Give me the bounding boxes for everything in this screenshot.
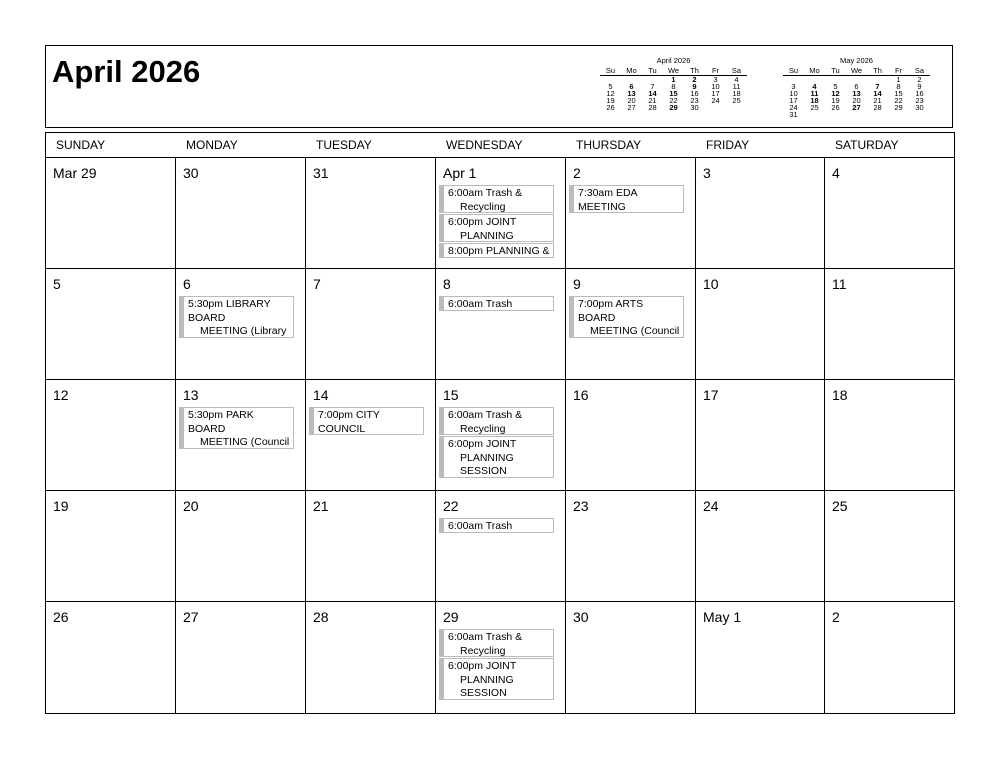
day-number: 31 bbox=[313, 165, 329, 181]
event-title-line: 6:00am Trash & bbox=[448, 631, 523, 643]
calendar-event[interactable] bbox=[439, 658, 554, 700]
mini-weekday-label: Su bbox=[600, 66, 621, 76]
day-cell[interactable] bbox=[825, 158, 954, 268]
mini-calendar-day[interactable]: 15 bbox=[894, 89, 903, 98]
day-number: 26 bbox=[53, 609, 69, 625]
mini-calendar-week bbox=[783, 104, 930, 111]
mini-calendar-day[interactable]: 22 bbox=[669, 96, 678, 105]
mini-calendar-week bbox=[600, 104, 747, 111]
event-detail-line: MEETING (Council bbox=[590, 325, 680, 337]
day-number: 30 bbox=[573, 609, 589, 625]
mini-calendar-day[interactable]: 11 bbox=[810, 89, 819, 98]
mini-calendar-day[interactable]: 9 bbox=[692, 82, 697, 91]
day-number: 6 bbox=[183, 276, 191, 292]
mini-calendar-day[interactable]: 25 bbox=[810, 103, 819, 112]
mini-calendar-day[interactable]: 16 bbox=[690, 89, 699, 98]
day-cell[interactable] bbox=[825, 602, 954, 713]
day-number: Mar 29 bbox=[53, 165, 97, 181]
mini-calendar-day[interactable]: 18 bbox=[732, 89, 741, 98]
mini-calendar-day[interactable]: 29 bbox=[894, 103, 903, 112]
mini-calendar-day[interactable] bbox=[888, 111, 909, 118]
mini-calendar-day[interactable]: 14 bbox=[873, 89, 882, 98]
calendar-event[interactable] bbox=[439, 436, 554, 478]
day-number: 3 bbox=[703, 165, 711, 181]
month-grid bbox=[45, 132, 955, 714]
mini-weekday-label: Tu bbox=[825, 66, 846, 76]
day-cell[interactable] bbox=[566, 602, 696, 713]
calendar-event[interactable] bbox=[439, 185, 554, 213]
day-cell[interactable] bbox=[46, 380, 176, 490]
day-cell[interactable] bbox=[176, 269, 306, 379]
mini-calendar-day[interactable]: 18 bbox=[810, 96, 819, 105]
day-number: 4 bbox=[832, 165, 840, 181]
week-row bbox=[46, 380, 954, 491]
week-row bbox=[46, 158, 954, 269]
mini-calendar-day[interactable]: 22 bbox=[894, 96, 903, 105]
mini-calendar-day[interactable]: 7 bbox=[650, 82, 655, 91]
mini-calendar-table bbox=[600, 66, 747, 111]
mini-calendar-day[interactable]: 12 bbox=[606, 89, 615, 98]
mini-calendar-day[interactable]: 4 bbox=[812, 82, 817, 91]
mini-weekday-label: We bbox=[846, 66, 867, 76]
day-number: 5 bbox=[53, 276, 61, 292]
mini-calendar-day[interactable]: 27 bbox=[627, 103, 636, 112]
day-cell[interactable] bbox=[825, 491, 954, 601]
day-cell[interactable] bbox=[436, 491, 566, 601]
event-title-line: 6:00pm JOINT bbox=[448, 216, 517, 228]
weekday-label: MONDAY bbox=[186, 138, 238, 152]
mini-calendar-day[interactable] bbox=[705, 104, 726, 111]
event-title-line: 6:00am Trash bbox=[448, 520, 513, 532]
day-number: 20 bbox=[183, 498, 199, 514]
mini-calendar-title: April 2026 bbox=[656, 56, 691, 65]
event-title-line: 6:00am Trash & bbox=[448, 187, 523, 199]
event-title-line: 5:30pm LIBRARY BOARD bbox=[188, 298, 271, 324]
day-number: 23 bbox=[573, 498, 589, 514]
mini-calendar-day[interactable]: 14 bbox=[648, 89, 657, 98]
day-cell[interactable] bbox=[306, 269, 436, 379]
mini-calendar-day[interactable]: 15 bbox=[669, 89, 678, 98]
mini-calendar-day[interactable]: 7 bbox=[875, 82, 880, 91]
mini-calendar-table bbox=[783, 66, 930, 118]
mini-calendar-day[interactable]: 24 bbox=[711, 96, 720, 105]
calendar-event[interactable] bbox=[439, 518, 554, 533]
mini-calendar-day[interactable]: 1 bbox=[671, 75, 676, 84]
mini-calendar-day[interactable]: 29 bbox=[669, 103, 678, 112]
day-cell[interactable] bbox=[46, 269, 176, 379]
mini-calendar-day[interactable]: 5 bbox=[833, 82, 838, 91]
day-cell[interactable] bbox=[696, 380, 825, 490]
calendar-event[interactable] bbox=[309, 407, 424, 435]
mini-calendar-day[interactable]: 26 bbox=[606, 103, 615, 112]
day-number: 12 bbox=[53, 387, 69, 403]
mini-calendar-day[interactable]: 30 bbox=[915, 103, 924, 112]
day-number: 29 bbox=[443, 609, 459, 625]
day-cell[interactable] bbox=[696, 269, 825, 379]
day-number: 18 bbox=[832, 387, 848, 403]
day-number: 21 bbox=[313, 498, 329, 514]
event-title-line: 6:00am Trash & bbox=[448, 409, 523, 421]
day-number: 19 bbox=[53, 498, 69, 514]
day-cell[interactable] bbox=[825, 269, 954, 379]
event-detail-line: Recycling bbox=[460, 200, 506, 213]
day-cell[interactable] bbox=[306, 158, 436, 268]
day-cell[interactable] bbox=[696, 158, 825, 268]
day-cell[interactable] bbox=[566, 269, 696, 379]
mini-calendar-day[interactable]: 3 bbox=[713, 75, 718, 84]
calendar-event[interactable] bbox=[439, 407, 554, 435]
event-detail-line: Recycling bbox=[460, 422, 506, 435]
mini-calendar-day[interactable]: 25 bbox=[732, 96, 741, 105]
mini-weekday-label: Mo bbox=[804, 66, 825, 76]
mini-weekday-label: Mo bbox=[621, 66, 642, 76]
page-title: April 2026 bbox=[52, 54, 201, 89]
event-title-line: 5:30pm PARK BOARD bbox=[188, 409, 254, 435]
calendar-event[interactable] bbox=[179, 407, 294, 449]
day-number: 24 bbox=[703, 498, 719, 514]
weekday-label: THURSDAY bbox=[576, 138, 642, 152]
mini-calendar-day[interactable]: 17 bbox=[789, 96, 798, 105]
day-cell[interactable] bbox=[696, 491, 825, 601]
mini-weekday-label: Fr bbox=[888, 66, 909, 76]
event-detail-line: MEETING (Council bbox=[200, 436, 290, 448]
day-number: 28 bbox=[313, 609, 329, 625]
calendar-event[interactable] bbox=[569, 185, 684, 213]
mini-calendar-day[interactable]: 11 bbox=[732, 82, 741, 91]
day-number: 17 bbox=[703, 387, 719, 403]
mini-calendar-week bbox=[783, 111, 930, 118]
mini-calendar-title: May 2026 bbox=[840, 56, 873, 65]
day-number: 22 bbox=[443, 498, 459, 514]
day-number: 8 bbox=[443, 276, 451, 292]
mini-calendar-day[interactable]: 6 bbox=[854, 82, 859, 91]
mini-calendar-day[interactable]: 20 bbox=[627, 96, 636, 105]
week-row bbox=[46, 269, 954, 380]
mini-calendar-day[interactable]: 2 bbox=[692, 75, 697, 84]
event-title-line: 7:00pm CITY COUNCIL bbox=[318, 409, 380, 435]
mini-calendar-current-month bbox=[600, 57, 747, 111]
day-number: Apr 1 bbox=[443, 165, 477, 181]
mini-weekday-label: Th bbox=[684, 66, 705, 76]
day-cell[interactable] bbox=[696, 602, 825, 713]
mini-calendar-day[interactable] bbox=[726, 104, 747, 111]
mini-weekday-label: Sa bbox=[726, 66, 747, 76]
event-title-line: 7:00pm ARTS BOARD bbox=[578, 298, 644, 324]
mini-calendar-day[interactable]: 4 bbox=[734, 75, 739, 84]
mini-calendar-day[interactable]: 19 bbox=[606, 96, 615, 105]
mini-calendar-weekdays bbox=[783, 66, 930, 76]
mini-calendar-day[interactable]: 12 bbox=[831, 89, 840, 98]
mini-calendar-day[interactable]: 10 bbox=[711, 82, 720, 91]
mini-weekday-label: Tu bbox=[642, 66, 663, 76]
mini-calendar-day[interactable]: 23 bbox=[915, 96, 924, 105]
mini-weekday-label: Th bbox=[867, 66, 888, 76]
mini-calendar-day[interactable]: 6 bbox=[629, 82, 634, 91]
day-cell[interactable] bbox=[46, 491, 176, 601]
mini-calendar-day[interactable] bbox=[867, 111, 888, 118]
day-cell[interactable] bbox=[306, 380, 436, 490]
weekday-header-row bbox=[46, 133, 954, 158]
event-title-line: 8:00pm PLANNING & bbox=[448, 245, 550, 257]
day-number: 25 bbox=[832, 498, 848, 514]
weekday-label: WEDNESDAY bbox=[446, 138, 523, 152]
day-number: 16 bbox=[573, 387, 589, 403]
mini-weekday-label: Su bbox=[783, 66, 804, 76]
mini-calendar-day[interactable]: 9 bbox=[917, 82, 922, 91]
calendar-event[interactable] bbox=[179, 296, 294, 338]
mini-calendar-day[interactable] bbox=[909, 111, 930, 118]
day-number: May 1 bbox=[703, 609, 742, 625]
weekday-label: FRIDAY bbox=[706, 138, 750, 152]
mini-calendar-day[interactable] bbox=[804, 111, 825, 118]
day-cell[interactable] bbox=[306, 602, 436, 713]
week-row bbox=[46, 491, 954, 602]
day-cell[interactable] bbox=[825, 380, 954, 490]
mini-weekday-label: We bbox=[663, 66, 684, 76]
mini-weekday-label: Sa bbox=[909, 66, 930, 76]
event-detail-line: PLANNING SESSION bbox=[460, 673, 514, 699]
mini-calendar-day[interactable]: 28 bbox=[873, 103, 882, 112]
day-cell[interactable] bbox=[176, 380, 306, 490]
calendar-event[interactable] bbox=[569, 296, 684, 338]
mini-calendar-day[interactable]: 28 bbox=[648, 103, 657, 112]
mini-calendar-day[interactable]: 31 bbox=[789, 110, 798, 119]
day-number: 9 bbox=[573, 276, 581, 292]
day-number: 11 bbox=[832, 276, 847, 292]
day-number: 7 bbox=[313, 276, 321, 292]
mini-calendar-day[interactable]: 3 bbox=[791, 82, 796, 91]
day-number: 13 bbox=[183, 387, 199, 403]
day-cell[interactable] bbox=[436, 380, 566, 490]
calendar-event[interactable] bbox=[439, 629, 554, 657]
mini-calendar-day[interactable]: 1 bbox=[896, 75, 901, 84]
day-number: 30 bbox=[183, 165, 199, 181]
day-cell[interactable] bbox=[176, 491, 306, 601]
mini-calendar-day[interactable]: 21 bbox=[873, 96, 882, 105]
day-cell[interactable] bbox=[566, 380, 696, 490]
mini-calendar-day[interactable]: 24 bbox=[789, 103, 798, 112]
week-row bbox=[46, 602, 954, 713]
mini-calendar-day[interactable]: 13 bbox=[852, 89, 861, 98]
mini-calendar-day[interactable]: 10 bbox=[789, 89, 798, 98]
event-title-line: 7:30am EDA MEETING bbox=[578, 187, 637, 213]
mini-calendar-day[interactable]: 20 bbox=[852, 96, 861, 105]
calendar-header bbox=[45, 45, 953, 128]
calendar-event[interactable] bbox=[439, 243, 554, 258]
event-title-line: 6:00pm JOINT bbox=[448, 438, 517, 450]
day-number: 10 bbox=[703, 276, 719, 292]
day-cell[interactable] bbox=[176, 158, 306, 268]
event-detail-line: PLANNING SESSION bbox=[460, 451, 514, 477]
mini-calendar-next-month bbox=[783, 57, 930, 118]
day-cell[interactable] bbox=[176, 602, 306, 713]
mini-calendar-day[interactable]: 26 bbox=[831, 103, 840, 112]
event-detail-line: MEETING (Library bbox=[200, 325, 287, 337]
day-number: 14 bbox=[313, 387, 329, 403]
mini-calendar-day[interactable]: 2 bbox=[917, 75, 922, 84]
day-cell[interactable] bbox=[566, 158, 696, 268]
mini-calendar-day[interactable]: 5 bbox=[608, 82, 613, 91]
mini-calendar-day[interactable]: 30 bbox=[690, 103, 699, 112]
event-title-line: 6:00am Trash bbox=[448, 298, 513, 310]
event-title-line: 6:00pm JOINT bbox=[448, 660, 517, 672]
mini-calendar-day[interactable] bbox=[825, 111, 846, 118]
day-cell[interactable] bbox=[46, 602, 176, 713]
mini-calendar-day[interactable]: 17 bbox=[711, 89, 720, 98]
mini-calendar-day[interactable]: 8 bbox=[896, 82, 901, 91]
mini-calendar-day[interactable]: 19 bbox=[831, 96, 840, 105]
day-number: 27 bbox=[183, 609, 199, 625]
calendar-event[interactable] bbox=[439, 214, 554, 242]
day-number: 15 bbox=[443, 387, 459, 403]
weekday-label: SATURDAY bbox=[835, 138, 899, 152]
day-cell[interactable] bbox=[436, 602, 566, 713]
day-number: 2 bbox=[573, 165, 581, 181]
day-cell[interactable] bbox=[566, 491, 696, 601]
day-cell[interactable] bbox=[436, 269, 566, 379]
day-cell[interactable] bbox=[436, 158, 566, 268]
day-number: 2 bbox=[832, 609, 840, 625]
mini-calendar-day[interactable]: 27 bbox=[852, 103, 861, 112]
mini-weekday-label: Fr bbox=[705, 66, 726, 76]
mini-calendar-day[interactable]: 8 bbox=[671, 82, 676, 91]
calendar-event[interactable] bbox=[439, 296, 554, 311]
day-cell[interactable] bbox=[306, 491, 436, 601]
event-detail-line: Recycling bbox=[460, 644, 506, 657]
mini-calendar-day[interactable]: 23 bbox=[690, 96, 699, 105]
mini-calendar-day[interactable] bbox=[846, 111, 867, 118]
weekday-label: SUNDAY bbox=[56, 138, 106, 152]
event-detail-line: PLANNING bbox=[460, 229, 514, 242]
mini-calendar-day[interactable]: 16 bbox=[915, 89, 924, 98]
mini-calendar-day[interactable]: 21 bbox=[648, 96, 657, 105]
weekday-label: TUESDAY bbox=[316, 138, 372, 152]
day-cell[interactable] bbox=[46, 158, 176, 268]
mini-calendar-day[interactable]: 13 bbox=[627, 89, 636, 98]
